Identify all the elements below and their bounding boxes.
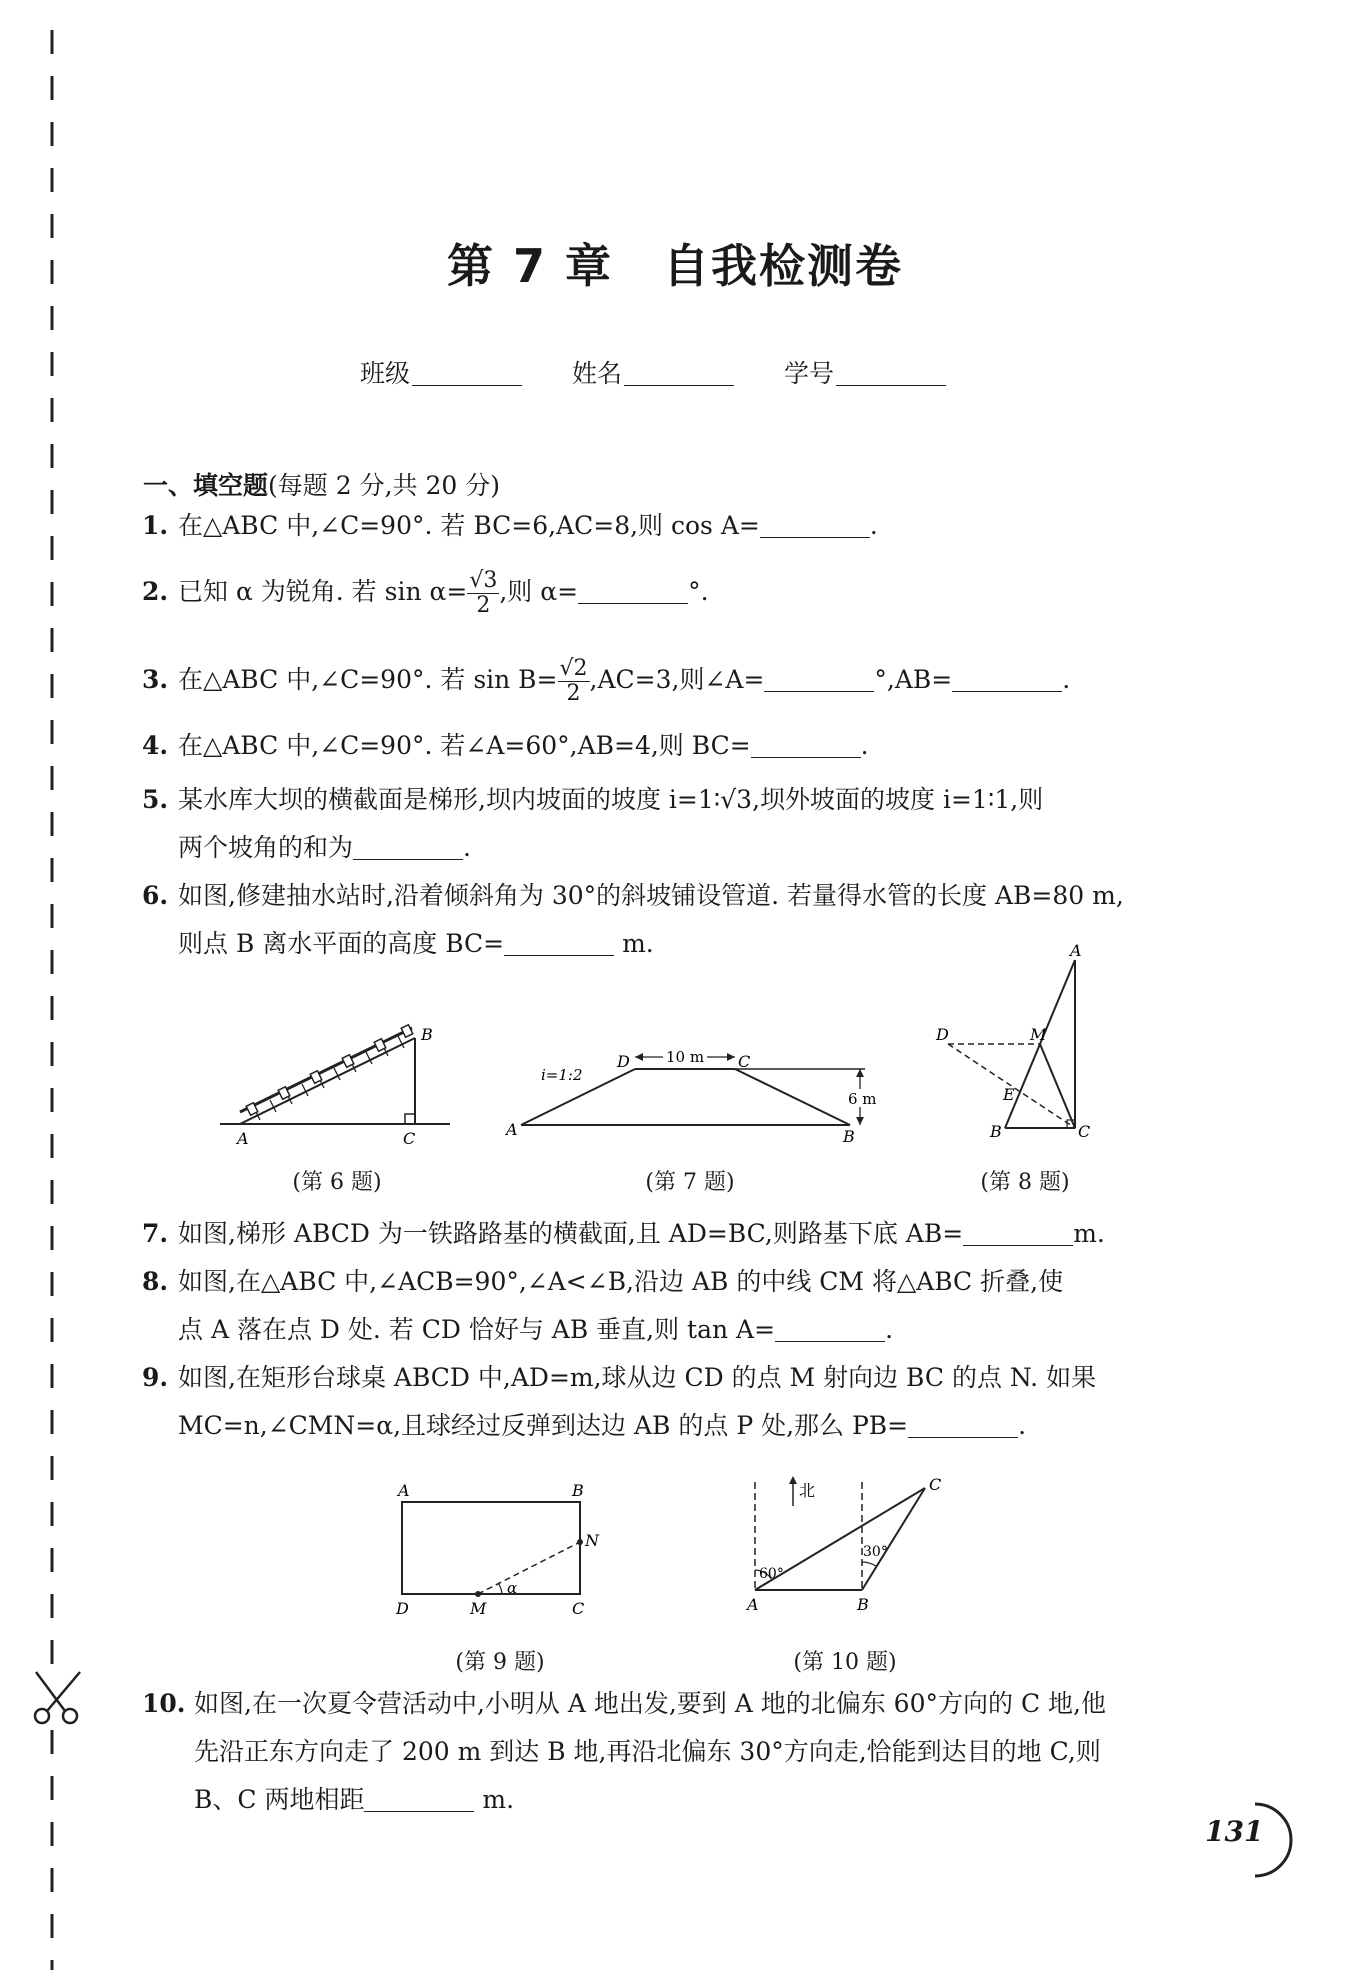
label-c: C bbox=[403, 1129, 416, 1148]
slope-label: i=1:2 bbox=[541, 1066, 583, 1084]
label-n: N bbox=[585, 1531, 599, 1550]
figure-8 bbox=[930, 940, 1120, 1140]
label-e: E bbox=[1003, 1085, 1015, 1104]
label-alpha: α bbox=[507, 1579, 518, 1597]
scissors-icon bbox=[28, 1668, 88, 1728]
caption-6: (第 6 题) bbox=[292, 1170, 382, 1195]
question-2: 2. 已知 α 为锐角. 若 sin α= $\frac{√3}{2}$ ,则 α= °. bbox=[142, 568, 709, 618]
label-c: C bbox=[738, 1052, 751, 1071]
label-b: B bbox=[421, 1025, 433, 1044]
answer-blank[interactable] bbox=[908, 1411, 1018, 1438]
figure-10 bbox=[735, 1470, 955, 1620]
name-field: 姓名 bbox=[572, 354, 734, 390]
id-field: 学号 bbox=[784, 354, 946, 390]
question-1: 1. 在△ABC 中,∠C=90°. 若 BC=6,AC=8,则 cos A= . bbox=[142, 511, 878, 540]
question-4: 4. 在△ABC 中,∠C=90°. 若∠A=60°,AB=4,则 BC= . bbox=[142, 731, 869, 760]
label-a: A bbox=[398, 1481, 410, 1500]
label-m: M bbox=[470, 1599, 487, 1618]
height-label: 6 m bbox=[848, 1090, 877, 1108]
label-c: C bbox=[1078, 1122, 1091, 1140]
caption-8: (第 8 题) bbox=[980, 1170, 1070, 1195]
chapter-label: 第 7 章 bbox=[446, 239, 614, 293]
label-b: B bbox=[990, 1122, 1002, 1140]
caption-9: (第 9 题) bbox=[455, 1650, 545, 1675]
page-title bbox=[0, 230, 1350, 296]
angle-30: 30° bbox=[863, 1544, 888, 1560]
answer-blank[interactable] bbox=[963, 1219, 1073, 1246]
class-blank[interactable] bbox=[412, 359, 522, 386]
caption-7: (第 7 题) bbox=[645, 1170, 735, 1195]
answer-blank[interactable] bbox=[364, 1785, 474, 1812]
label-a: A bbox=[1070, 941, 1082, 960]
answer-blank[interactable] bbox=[760, 511, 870, 538]
name-blank[interactable] bbox=[624, 359, 734, 386]
question-10: 10. 如图,在一次夏令营活动中,小明从 A 地出发,要到 A 地的北偏东 60°方向的 C 地,他 先沿正东方向走了 200 m 到达 B 地,再沿北偏东 30°方向走,恰能到达目的地 C,则 B、C 两地相距 m. bbox=[142, 1689, 1106, 1814]
question-8: 8. 如图,在△ABC 中,∠ACB=90°,∠A<∠B,沿边 AB 的中线 CM 将△ABC 折叠,使 点 A 落在点 D 处. 若 CD 恰好与 AB 垂直,则 tan A= . bbox=[142, 1267, 1064, 1344]
label-b: B bbox=[843, 1127, 855, 1145]
label-d: D bbox=[936, 1025, 949, 1044]
question-9: 9. 如图,在矩形台球桌 ABCD 中,AD=m,球从边 CD 的点 M 射向边 BC 的点 N. 如果 MC=n,∠CMN=α,且球经过反弹到达边 AB 的点 P 处,那么 PB= . bbox=[142, 1363, 1097, 1440]
answer-blank[interactable] bbox=[353, 833, 463, 860]
fraction: $\frac{√3}{2}$ bbox=[469, 568, 498, 618]
angle-60: 60° bbox=[759, 1566, 784, 1582]
figure-9 bbox=[390, 1480, 620, 1620]
north-label: 北 bbox=[799, 1481, 816, 1500]
label-b: B bbox=[572, 1481, 584, 1500]
class-field: 班级 bbox=[360, 354, 522, 390]
question-5: 5. 某水库大坝的横截面是梯形,坝内坡面的坡度 i=1∶√3,坝外坡面的坡度 i=1∶1,则 两个坡角的和为 . bbox=[142, 785, 1044, 862]
top-length: 10 m bbox=[666, 1048, 705, 1066]
answer-blank[interactable] bbox=[952, 665, 1062, 692]
label-a: A bbox=[506, 1120, 518, 1139]
label-b: B bbox=[857, 1595, 869, 1614]
label-a: A bbox=[747, 1595, 759, 1614]
figure-6 bbox=[220, 1020, 460, 1150]
answer-blank[interactable] bbox=[764, 665, 874, 692]
section-heading: 一、填空题(每题 2 分,共 20 分) bbox=[143, 471, 500, 500]
label-a: A bbox=[237, 1129, 249, 1148]
question-3: 3. 在△ABC 中,∠C=90°. 若 sin B= $\frac{√2}{2}$ ,AC=3,则∠A= °,AB= . bbox=[142, 656, 1071, 706]
answer-blank[interactable] bbox=[751, 731, 861, 758]
fraction: $\frac{√2}{2}$ bbox=[559, 656, 588, 706]
figure-7 bbox=[505, 1035, 885, 1145]
answer-blank[interactable] bbox=[775, 1315, 885, 1342]
id-blank[interactable] bbox=[836, 359, 946, 386]
title-text: 自我检测卷 bbox=[663, 239, 904, 293]
student-info bbox=[360, 354, 1000, 390]
question-7: 7. 如图,梯形 ABCD 为一铁路路基的横截面,且 AD=BC,则路基下底 AB= m. bbox=[142, 1219, 1105, 1248]
question-6: 6. 如图,修建抽水站时,沿着倾斜角为 30°的斜坡铺设管道. 若量得水管的长度 AB=80 m, 则点 B 离水平面的高度 BC= m. bbox=[142, 881, 1124, 958]
answer-blank[interactable] bbox=[578, 577, 688, 604]
page-number: 131 bbox=[1205, 1815, 1264, 1848]
label-d: D bbox=[396, 1599, 409, 1618]
answer-blank[interactable] bbox=[504, 929, 614, 956]
label-c: C bbox=[572, 1599, 585, 1618]
label-m: M bbox=[1030, 1025, 1047, 1044]
label-d: D bbox=[617, 1052, 630, 1071]
label-c: C bbox=[929, 1475, 942, 1494]
caption-10: (第 10 题) bbox=[793, 1650, 897, 1675]
